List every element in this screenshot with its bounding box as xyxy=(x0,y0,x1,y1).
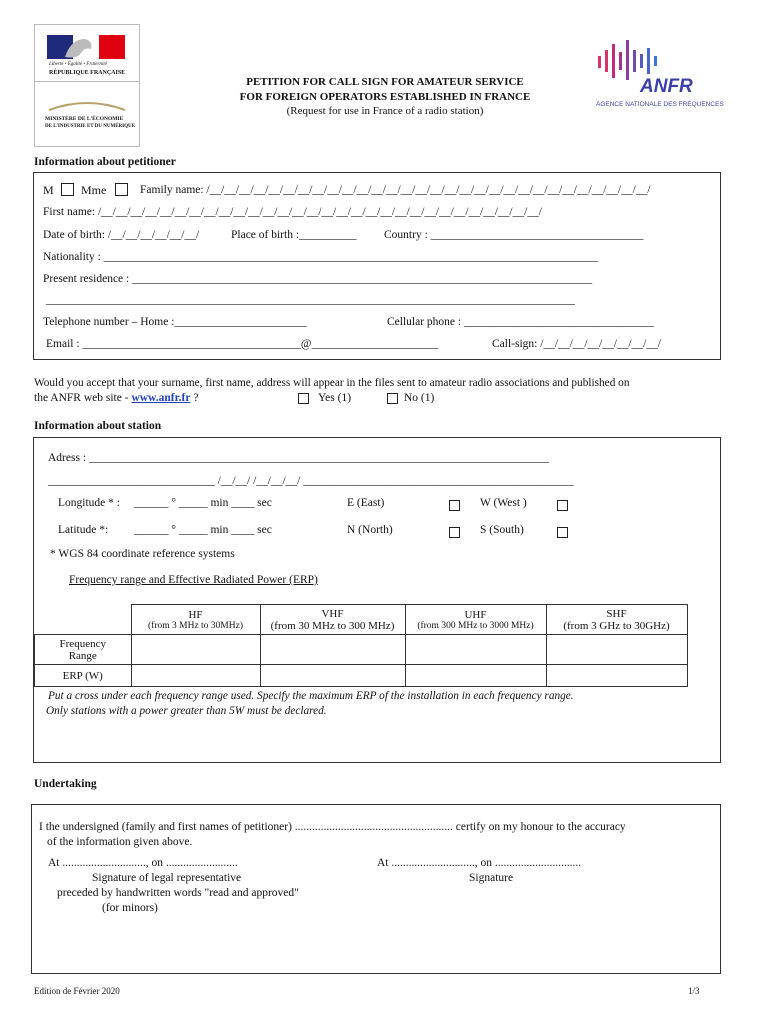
country-field[interactable]: Country : _____________________________________ xyxy=(384,229,644,241)
anfr-agency-name: AGENCE NATIONALE DES FRÉQUENCES xyxy=(596,101,724,108)
frequency-range-title: Frequency range and Effective Radiated Power (ERP) xyxy=(69,574,318,586)
for-minors-note: (for minors) xyxy=(102,902,158,914)
first-name-field[interactable]: First name: /__/__/__/__/__/__/__/__/__/__/__/__/__/__/__/__/__/__/__/__/__/__/__/__/__/__/__/__/__/__/ xyxy=(43,206,542,218)
section-petitioner-title: Information about petitioner xyxy=(34,156,176,168)
ministry-logo xyxy=(34,80,140,147)
section-station-title: Information about station xyxy=(34,420,162,432)
band-range: (from 3 GHz to 30GHz) xyxy=(563,619,670,632)
erp-row-label: ERP (W) xyxy=(35,665,132,687)
frequency-table xyxy=(34,604,688,687)
m-label: M xyxy=(43,183,54,197)
freq-uhf-cell[interactable] xyxy=(405,635,546,665)
frequency-note-line2: Only stations with a power greater than 5W must be declared. xyxy=(46,705,327,717)
email-field[interactable]: Email : ______________________________________@______________________ xyxy=(46,338,438,350)
band-uhf-header xyxy=(405,605,546,635)
present-residence-field[interactable]: Present residence : ________________________________________________________________________________ xyxy=(43,273,593,285)
band-vhf-header xyxy=(260,605,405,635)
petitioner-at-on-field[interactable]: At ............................., on .............................. xyxy=(377,857,582,869)
frequency-range-row-label xyxy=(35,635,132,665)
place-of-birth-field[interactable]: Place of birth :__________ xyxy=(231,229,357,241)
anfr-logo xyxy=(590,38,724,110)
petitioner-box xyxy=(33,172,721,360)
present-residence-line2[interactable]: ____________________________________________________________________________________________ xyxy=(46,294,575,306)
consent-yes-checkbox[interactable] xyxy=(298,393,309,404)
consent-line2 xyxy=(34,392,198,404)
consent-yes-label: Yes (1) xyxy=(318,392,352,404)
form-subtitle: (Request for use in France of a radio station) xyxy=(286,105,484,117)
west-label: W (West ) xyxy=(480,497,527,509)
station-address-line2[interactable]: _____________________________ /__/__/ /__/__/__/ _______________________________________________ xyxy=(48,475,574,487)
frequency-note-line1: Put a cross under each frequency range used. Specify the maximum ERP of the installation in each frequency range. xyxy=(48,690,574,702)
south-checkbox[interactable] xyxy=(557,527,568,538)
nationality-field[interactable]: Nationality : ______________________________________________________________________________________ xyxy=(43,251,599,263)
page-number: 1/3 xyxy=(688,986,700,996)
marianne-icon xyxy=(47,33,127,61)
edition-date: Edition de Février 2020 xyxy=(34,986,120,996)
freq-hf-cell[interactable] xyxy=(131,635,260,665)
band-hf-header xyxy=(131,605,260,635)
date-of-birth-field[interactable]: Date of birth: /__/__/__/__/__/__/ xyxy=(43,229,200,241)
legal-rep-at-on-field[interactable]: At ............................., on ......................... xyxy=(48,857,238,869)
south-label: S (South) xyxy=(480,524,524,536)
erp-uhf-cell[interactable] xyxy=(405,665,546,687)
north-label: N (North) xyxy=(347,524,393,536)
consent-line2-suffix: ? xyxy=(190,392,199,404)
m-checkbox[interactable] xyxy=(61,183,74,196)
frequency-label-line2: Range xyxy=(68,649,97,662)
anfr-logo-text: ANFR xyxy=(640,76,693,97)
station-box xyxy=(33,437,721,763)
longitude-label: Longitude * : xyxy=(58,497,120,509)
erp-shf-cell[interactable] xyxy=(546,665,687,687)
undertaking-box xyxy=(31,804,721,974)
erp-hf-cell[interactable] xyxy=(131,665,260,687)
wgs84-note: * WGS 84 coordinate reference systems xyxy=(50,548,235,560)
erp-vhf-cell[interactable] xyxy=(260,665,405,687)
section-undertaking-title: Undertaking xyxy=(34,778,97,790)
band-name: SHF xyxy=(606,607,627,620)
band-name: HF xyxy=(188,608,203,621)
consent-line2-prefix: the ANFR web site - xyxy=(34,392,132,404)
consent-no-label: No (1) xyxy=(404,392,435,404)
band-name: VHF xyxy=(321,607,344,620)
mme-label: Mme xyxy=(81,183,107,197)
consent-question: Would you accept that your surname, first name, address will appear in the files sent to amateur radio associations and published on xyxy=(34,377,630,389)
east-checkbox[interactable] xyxy=(449,500,460,511)
band-shf-header xyxy=(546,605,687,635)
station-address-field[interactable]: Adress : ________________________________________________________________________________ xyxy=(48,452,549,464)
consent-no-checkbox[interactable] xyxy=(387,393,398,404)
mme-checkbox[interactable] xyxy=(115,183,128,196)
petitioner-signature-label: Signature xyxy=(469,872,514,884)
anfr-website-link[interactable]: www.anfr.fr xyxy=(131,392,191,404)
ministry-emblem-icon xyxy=(47,98,127,114)
family-name-field[interactable]: Family name: /__/__/__/__/__/__/__/__/__/__/__/__/__/__/__/__/__/__/__/__/__/__/__/__/__/__/__/__/__/__/ xyxy=(140,184,651,196)
telephone-home-field[interactable]: Telephone number – Home :_______________________ xyxy=(43,316,307,328)
form-title-line1: PETITION FOR CALL SIGN FOR AMATEUR SERVICE xyxy=(246,76,524,88)
legal-rep-signature-label: Signature of legal representative xyxy=(92,872,242,884)
longitude-field[interactable]: ______ ° _____ min ____ sec xyxy=(134,497,272,509)
band-range: (from 3 MHz to 30MHz) xyxy=(148,620,243,631)
republique-francaise-logo xyxy=(34,24,140,82)
callsign-field[interactable]: Call-sign: /__/__/__/__/__/__/__/__/ xyxy=(492,338,661,350)
north-checkbox[interactable] xyxy=(449,527,460,538)
ministry-line2: DE L'INDUSTRIE ET DU NUMÉRIQUE xyxy=(45,124,135,129)
latitude-field[interactable]: ______ ° _____ min ____ sec xyxy=(134,524,272,536)
form-title-line2: FOR FOREIGN OPERATORS ESTABLISHED IN FRANCE xyxy=(239,91,531,103)
cellular-phone-field[interactable]: Cellular phone : _________________________________ xyxy=(387,316,654,328)
marianne-motto: Liberté • Égalité • Fraternité xyxy=(49,62,107,67)
east-label: E (East) xyxy=(347,497,385,509)
read-approved-note: preceded by handwritten words "read and approved" xyxy=(57,887,299,899)
freq-shf-cell[interactable] xyxy=(546,635,687,665)
band-name: UHF xyxy=(464,608,487,621)
band-range: (from 300 MHz to 3000 MHz) xyxy=(417,620,534,631)
ministry-line1: MINISTÈRE DE L'ÉCONOMIE xyxy=(45,116,124,122)
undertaking-statement-line2: of the information given above. xyxy=(47,836,193,848)
frequency-label-line1: Frequency xyxy=(59,637,106,650)
marianne-republique: RÉPUBLIQUE FRANÇAISE xyxy=(49,70,126,76)
freq-vhf-cell[interactable] xyxy=(260,635,405,665)
west-checkbox[interactable] xyxy=(557,500,568,511)
latitude-label: Latitude *: xyxy=(58,524,109,536)
band-range: (from 30 MHz to 300 MHz) xyxy=(270,619,395,632)
undertaking-statement: I the undersigned (family and first names of petitioner) ....................................................... certify on my honour to the accuracy xyxy=(39,821,626,833)
